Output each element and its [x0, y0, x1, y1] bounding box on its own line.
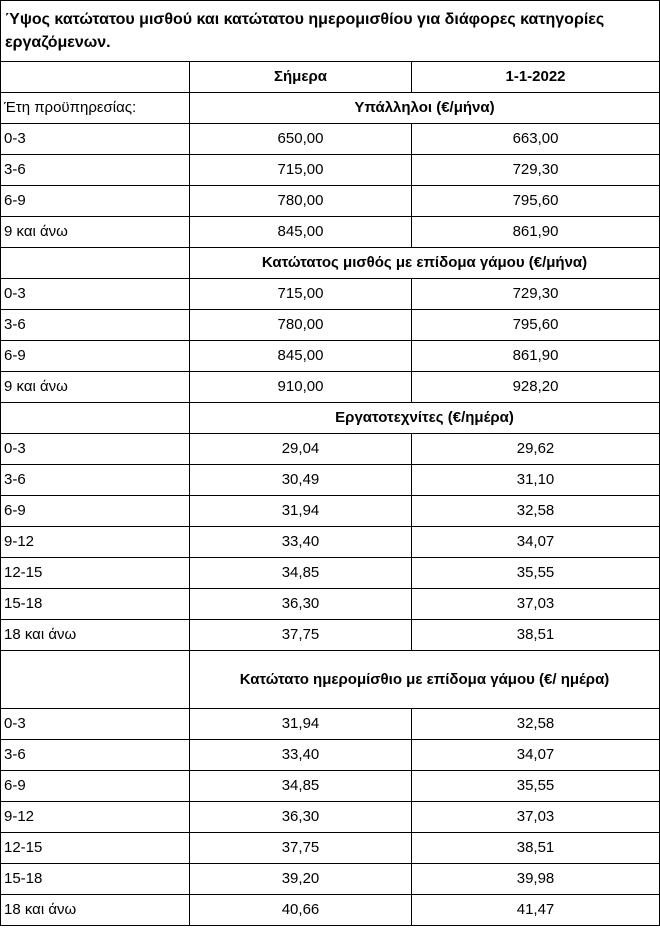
years-cell: 12-15 — [1, 558, 190, 589]
years-cell: 3-6 — [1, 310, 190, 341]
years-cell: 6-9 — [1, 341, 190, 372]
value-today-cell: 40,66 — [190, 895, 412, 926]
section-header-blank — [1, 403, 190, 434]
table-row — [1, 589, 660, 620]
years-cell: 0-3 — [1, 709, 190, 740]
table-row — [1, 833, 660, 864]
years-cell: 12-15 — [1, 833, 190, 864]
value-today-cell: 780,00 — [190, 310, 412, 341]
value-2022-cell: 32,58 — [412, 496, 660, 527]
value-today-cell: 34,85 — [190, 771, 412, 802]
table-row — [1, 341, 660, 372]
value-today-cell: 650,00 — [190, 124, 412, 155]
years-cell: 18 και άνω — [1, 895, 190, 926]
value-2022-cell: 29,62 — [412, 434, 660, 465]
table-title: Ύψος κατώτατου μισθού και κατώτατου ημερομισθίου για διάφορες κατηγορίες εργαζόμενων. — [1, 1, 660, 62]
table-row — [1, 558, 660, 589]
table-row — [1, 740, 660, 771]
column-header-row — [1, 62, 660, 93]
table-row — [1, 864, 660, 895]
years-cell: 9 και άνω — [1, 217, 190, 248]
section-heading: Κατώτατος μισθός με επίδομα γάμου (€/μήνα) — [190, 248, 660, 279]
years-cell: 9-12 — [1, 802, 190, 833]
value-2022-cell: 31,10 — [412, 465, 660, 496]
table-row — [1, 771, 660, 802]
years-cell: 0-3 — [1, 434, 190, 465]
value-today-cell: 715,00 — [190, 279, 412, 310]
table-row — [1, 279, 660, 310]
column-header-today: Σήμερα — [190, 62, 412, 93]
years-cell: 6-9 — [1, 771, 190, 802]
value-2022-cell: 795,60 — [412, 310, 660, 341]
table-row — [1, 802, 660, 833]
years-cell: 0-3 — [1, 124, 190, 155]
value-today-cell: 715,00 — [190, 155, 412, 186]
table-row — [1, 124, 660, 155]
value-2022-cell: 861,90 — [412, 217, 660, 248]
years-cell: 3-6 — [1, 155, 190, 186]
table-row — [1, 217, 660, 248]
section-header-row — [1, 651, 660, 709]
table-row — [1, 620, 660, 651]
value-2022-cell: 928,20 — [412, 372, 660, 403]
table-row — [1, 496, 660, 527]
value-2022-cell: 39,98 — [412, 864, 660, 895]
value-today-cell: 31,94 — [190, 496, 412, 527]
years-cell: 3-6 — [1, 740, 190, 771]
table-row — [1, 310, 660, 341]
column-header-years — [1, 62, 190, 93]
value-2022-cell: 34,07 — [412, 527, 660, 558]
years-cell: 6-9 — [1, 186, 190, 217]
section-header-blank — [1, 651, 190, 709]
value-2022-cell: 35,55 — [412, 771, 660, 802]
value-2022-cell: 38,51 — [412, 833, 660, 864]
value-today-cell: 910,00 — [190, 372, 412, 403]
value-today-cell: 30,49 — [190, 465, 412, 496]
value-today-cell: 29,04 — [190, 434, 412, 465]
value-2022-cell: 32,58 — [412, 709, 660, 740]
value-today-cell: 37,75 — [190, 833, 412, 864]
years-cell: 18 και άνω — [1, 620, 190, 651]
section-header-row — [1, 248, 660, 279]
years-cell: 0-3 — [1, 279, 190, 310]
value-today-cell: 31,94 — [190, 709, 412, 740]
section-header-blank — [1, 248, 190, 279]
table-row — [1, 372, 660, 403]
value-today-cell: 845,00 — [190, 217, 412, 248]
value-2022-cell: 38,51 — [412, 620, 660, 651]
years-cell: 9 και άνω — [1, 372, 190, 403]
value-2022-cell: 729,30 — [412, 279, 660, 310]
value-today-cell: 36,30 — [190, 802, 412, 833]
value-today-cell: 33,40 — [190, 527, 412, 558]
value-2022-cell: 34,07 — [412, 740, 660, 771]
table-row — [1, 895, 660, 926]
years-label: Έτη προϋπηρεσίας: — [1, 93, 190, 124]
title-row — [1, 1, 660, 62]
section-heading: Κατώτατο ημερομίσθιο με επίδομα γάμου (€/ ημέρα) — [190, 651, 660, 709]
years-cell: 9-12 — [1, 527, 190, 558]
wage-table-body — [1, 1, 660, 926]
value-today-cell: 36,30 — [190, 589, 412, 620]
section-header-row — [1, 93, 660, 124]
table-row — [1, 155, 660, 186]
table-row — [1, 434, 660, 465]
value-2022-cell: 37,03 — [412, 802, 660, 833]
value-today-cell: 33,40 — [190, 740, 412, 771]
value-2022-cell: 35,55 — [412, 558, 660, 589]
table-row — [1, 527, 660, 558]
value-2022-cell: 37,03 — [412, 589, 660, 620]
value-today-cell: 39,20 — [190, 864, 412, 895]
years-cell: 6-9 — [1, 496, 190, 527]
value-today-cell: 845,00 — [190, 341, 412, 372]
table-row — [1, 465, 660, 496]
section-header-row — [1, 403, 660, 434]
table-row — [1, 709, 660, 740]
value-2022-cell: 729,30 — [412, 155, 660, 186]
value-today-cell: 780,00 — [190, 186, 412, 217]
section-heading: Υπάλληλοι (€/μήνα) — [190, 93, 660, 124]
value-2022-cell: 41,47 — [412, 895, 660, 926]
years-cell: 15-18 — [1, 864, 190, 895]
years-cell: 15-18 — [1, 589, 190, 620]
value-today-cell: 37,75 — [190, 620, 412, 651]
value-today-cell: 34,85 — [190, 558, 412, 589]
value-2022-cell: 795,60 — [412, 186, 660, 217]
table-row — [1, 186, 660, 217]
years-cell: 3-6 — [1, 465, 190, 496]
value-2022-cell: 861,90 — [412, 341, 660, 372]
column-header-2022: 1-1-2022 — [412, 62, 660, 93]
section-heading: Εργατοτεχνίτες (€/ημέρα) — [190, 403, 660, 434]
value-2022-cell: 663,00 — [412, 124, 660, 155]
